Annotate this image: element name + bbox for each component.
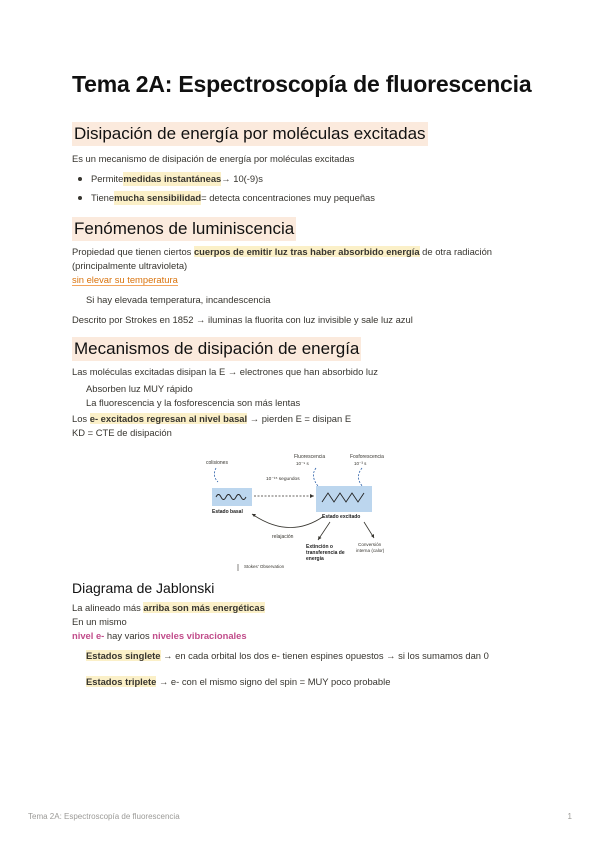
highlight-text: Estados singlete xyxy=(86,650,161,661)
arrowhead-icon xyxy=(310,494,314,498)
sec4-p2: En un mismo xyxy=(72,616,127,627)
label-fl-time: 10⁻⁹ s xyxy=(296,461,309,466)
label-estado-basal: Estado basal xyxy=(212,509,243,515)
heading-jablonski: Diagrama de Jablonski xyxy=(72,580,215,596)
label-absorcion: 10⁻¹⁵ segundos xyxy=(266,477,300,482)
diagram-svg xyxy=(204,452,404,574)
sec3-p2: Los e- excitados regresan al nivel basal → pierden E = disipan E xyxy=(72,413,352,424)
highlight-text: mucha sensibilidad xyxy=(114,192,202,203)
heading-mecanismos: Mecanismos de disipación de energía xyxy=(72,337,361,361)
sec4-p3: nivel e- hay varios niveles vibracionales xyxy=(72,630,247,641)
label-fosforescencia: Fosforescencia xyxy=(350,454,384,460)
arrowhead-icon xyxy=(318,536,322,540)
relaxation-arrow xyxy=(252,514,324,528)
sec1-intro: Es un mecanismo de disipación de energía por moléculas excitadas xyxy=(72,153,355,164)
highlight-text: medidas instantáneas xyxy=(123,173,222,184)
label-conversion: Conversión xyxy=(358,542,382,547)
indent-note: La fluorescencia y la fosforescencia son más lentas xyxy=(86,397,301,408)
singlete-line: Estados singlete → en cada orbital los dos e- tienen espines opuestos → si los sumamos dan 0 xyxy=(86,650,489,661)
dashed-arrow xyxy=(214,468,218,482)
page-footer xyxy=(28,812,572,821)
label-colisiones: colisiones xyxy=(206,460,228,466)
list-item: Tiene mucha sensibilidad = detecta concentraciones muy pequeñas xyxy=(78,191,532,205)
orange-note: sin elevar su temperatura xyxy=(72,274,178,285)
highlight-text: cuerpos de emitir luz tras haber absorbido energía xyxy=(193,246,420,257)
triplete-line: Estados triplete → e- con el mismo signo del spin = MUY poco probable xyxy=(86,676,391,687)
dashed-arrow xyxy=(358,468,364,488)
indent-note: Si hay elevada temperatura, incandescencia xyxy=(86,294,271,305)
bullet-icon xyxy=(78,177,82,181)
label-extincion: energía xyxy=(306,556,324,562)
sec3-p3: KD = CTE de disipación xyxy=(72,427,172,438)
page-number: 1 xyxy=(567,812,572,821)
label-extincion: Extinción o xyxy=(306,544,333,550)
label-fluorescencia: Fluorescencia xyxy=(294,454,326,460)
highlight-text: Estados triplete xyxy=(86,676,157,687)
highlight-text: e- excitados regresan al nivel basal xyxy=(89,413,248,424)
heading-luminiscencia: Fenómenos de luminiscencia xyxy=(72,217,296,241)
sec2-strokes: Descrito por Strokes en 1852 → iluminas la fluorita con luz invisible y sale luz azul xyxy=(72,314,413,325)
label-estado-excitado: Estado excitado xyxy=(322,514,361,520)
page-content xyxy=(72,70,532,689)
footer-title: Tema 2A: Espectroscopía de fluorescencia xyxy=(28,812,180,821)
label-extincion: transferencia de xyxy=(306,550,345,556)
luminescence-diagram xyxy=(204,452,404,574)
bullet-icon xyxy=(78,196,82,200)
heading-disipacion: Disipación de energía por moléculas excitadas xyxy=(72,122,428,146)
dashed-arrow xyxy=(313,468,318,486)
page-title: Tema 2A: Espectroscopía de fluorescencia xyxy=(72,71,532,97)
sec2-paragraph: Propiedad que tienen ciertos cuerpos de emitir luz tras haber absorbido energía de otra radiación (principalmente ultravioleta) xyxy=(72,246,493,271)
label-stokes: Stokes' Observation xyxy=(244,564,285,569)
indent-note: Absorben luz MUY rápido xyxy=(86,383,193,394)
label-conversion: interna (calor) xyxy=(356,548,385,553)
sec4-p1: La alineado más arriba son más energéticas xyxy=(72,602,265,613)
highlight-text: arriba son más energéticas xyxy=(143,602,265,613)
list-item: Permite medidas instantáneas → 10(-9)s xyxy=(78,172,532,186)
sec3-p1: Las moléculas excitadas disipan la E → electrones que han absorbido luz xyxy=(72,366,378,377)
label-relajacion: relajación xyxy=(272,534,294,540)
label-fo-time: 10⁻³ s xyxy=(354,461,367,466)
